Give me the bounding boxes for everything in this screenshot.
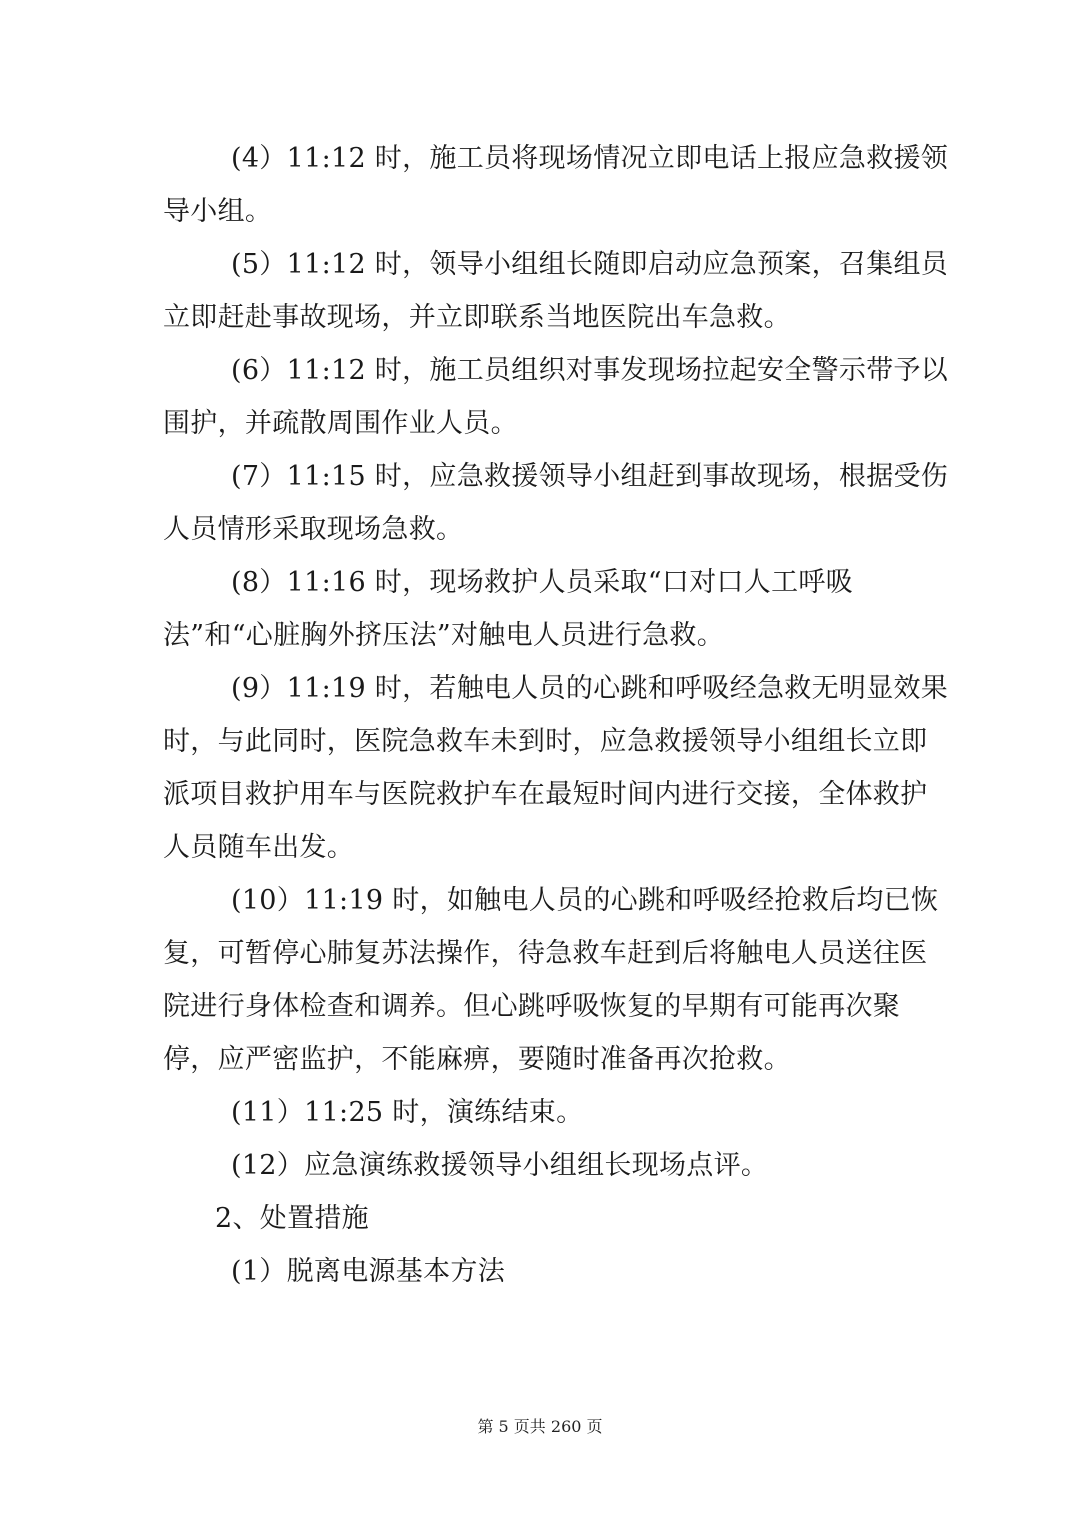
paragraph-step-12: (12）应急演练救援领导小组组长现场点评。	[231, 1150, 769, 1181]
paragraph-step-11: (11）11:25 时，演练结束。	[231, 1097, 584, 1128]
page-number-footer: 第 5 页共 260 页	[477, 1417, 603, 1436]
paragraph-step-9: (9）11:19 时，若触电人员的心跳和呼吸经急救无明显效果时，与此同时，医院急救车未到时，应急救援领导小组组长立即派项目救护用车与医院救护车在最短时间内进行交接，全体救护人员随车出发。	[163, 673, 949, 863]
paragraph-step-7: (7）11:15 时，应急救援领导小组赶到事故现场，根据受伤人员情形采取现场急救。	[163, 461, 949, 545]
paragraph-step-6: (6）11:12 时，施工员组织对事发现场拉起安全警示带予以围护，并疏散周围作业人员。	[163, 355, 949, 439]
subheading-power-disconnect: (1）脱离电源基本方法	[231, 1256, 506, 1287]
paragraph-step-5: (5）11:12 时，领导小组组长随即启动应急预案，召集组员立即赶赴事故现场，并立即联系当地医院出车急救。	[163, 249, 949, 333]
section-heading-measures: 2、处置措施	[215, 1203, 369, 1234]
paragraph-step-10: (10）11:19 时，如触电人员的心跳和呼吸经抢救后均已恢复，可暂停心肺复苏法操作，待急救车赶到后将触电人员送往医院进行身体检查和调养。但心跳呼吸恢复的早期有可能再次聚停，应严密监护，不能麻痹，要随时准备再次抢救。	[163, 885, 939, 1075]
paragraph-step-4: (4）11:12 时，施工员将现场情况立即电话上报应急救援领导小组。	[163, 143, 949, 227]
document-body	[163, 132, 953, 1298]
paragraph-step-8: (8）11:16 时，现场救护人员采取“口对口人工呼吸法”和“心脏胸外挤压法”对触电人员进行急救。	[163, 567, 854, 651]
